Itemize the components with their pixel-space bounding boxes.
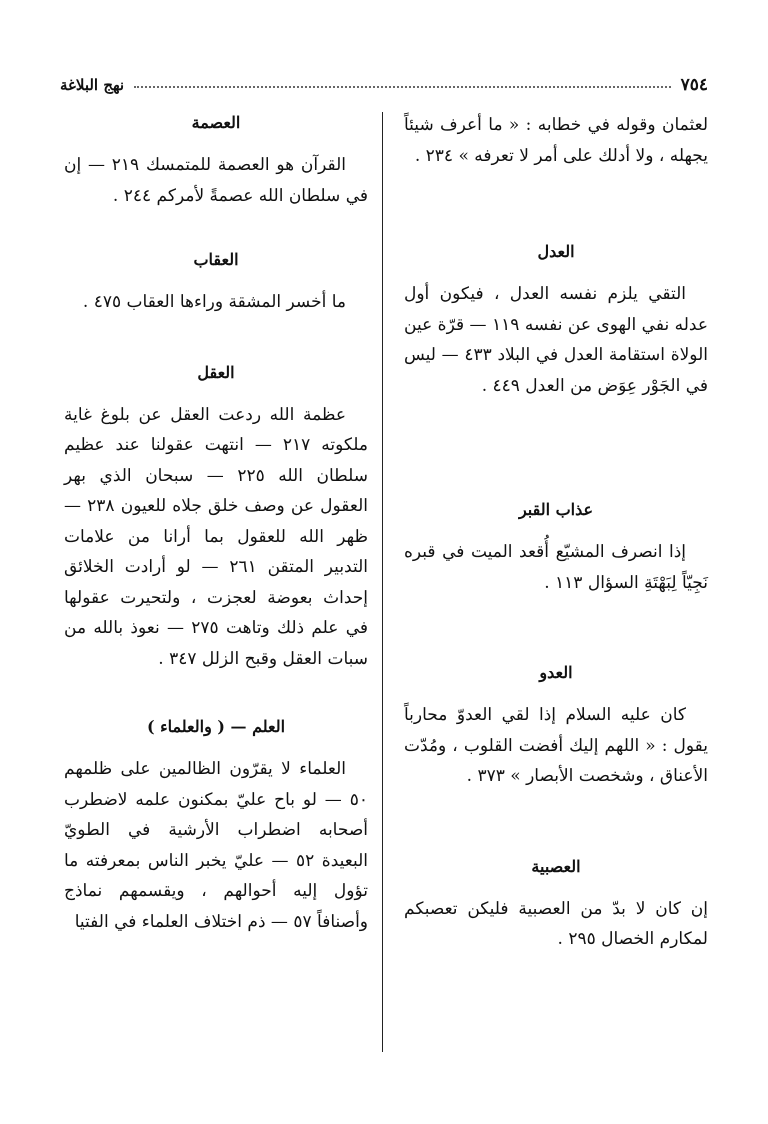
section-body: العلماء لا يقرّون الظالمين على ظلمهم ٥٠ — لو باح عليّ بمكنون علمه لاضطرب أصحابه اضطراب الأرشية في الطويّ البعيدة ٥٢ — عليّ يخبر الناس بمعرفته ما تؤول إليه أحوالهم ، ويقسمهم نماذج وأصنافاً ٥٧ — ذم اختلاف العلماء في الفتيا xyxy=(64,759,368,932)
section-body: إذا انصرف المشيّع أُقعد الميت في قبره نَجِيّاً لِبَهْتَةِ السؤال ١١٣ . xyxy=(404,542,708,593)
section-body: إن كان لا بدّ من العصبية فليكن تعصبكم لمكارم الخصال ٢٩٥ . xyxy=(404,898,708,949)
section-title: العقاب xyxy=(193,250,239,269)
section-body: عظمة الله ردعت العقل عن بلوغ غاية ملكوته ٢١٧ — انتهت عقولنا عند عظيم سلطان الله ٢٢٥ — سبحان الذي بهر العقول عن وصف خلق جلاه للعيون ٢٣٨ — ظهر الله للعقول بما أرانا من علامات التدبير المتقن ٢٦١ — لو أرادت الخلائق إحداث بعوضة لعجزت ، ولتحيرت عقولها في علم ذلك وتاهت ٢٧٥ — نعوذ بالله من سبات العقل وقبح الزلل ٣٤٧ . xyxy=(64,404,369,669)
section-knowledge xyxy=(64,714,368,937)
section-grave-punishment xyxy=(404,497,708,598)
section-infallibility xyxy=(64,110,368,211)
section-title: العدو xyxy=(539,663,573,682)
column-divider xyxy=(382,112,383,1052)
left-column xyxy=(64,110,368,937)
page-number: ٧٥٤ xyxy=(680,75,708,95)
section-body: ما أخسر المشقة وراءها العقاب ٤٧٥ . xyxy=(82,292,346,312)
section-title: العصبية xyxy=(531,856,581,876)
section-justice xyxy=(404,239,708,401)
running-title: نهج البلاغة xyxy=(60,76,125,94)
section-title: العصمة xyxy=(191,113,241,132)
section-tribalism xyxy=(404,854,708,955)
section-title: العقل xyxy=(197,362,235,382)
continued-paragraph: لعثمان وقوله في خطابه : « ما أعرف شيئاً يجهله ، ولا أدلك على أمر لا تعرفه » ٢٣٤ . xyxy=(404,115,708,166)
section-title: العدل xyxy=(537,242,575,261)
section-body: التقي يلزم نفسه العدل ، فيكون أول عدله نفي الهوى عن نفسه ١١٩ — قرّة عين الولاة استقامة العدل في البلاد ٤٣٣ — ليس في الجَوْر عِوَض من العدل ٤٤٩ . xyxy=(404,284,708,396)
section-enemy xyxy=(404,660,708,792)
section-body: كان عليه السلام إذا لقي العدوّ محارباً يقول : « اللهم إليك أفضت القلوب ، ومُدّت الأعناق ، وشخصت الأبصار » ٣٧٣ . xyxy=(404,705,708,786)
section-body: القرآن هو العصمة للمتمسك ٢١٩ — إن في سلطان الله عصمةً لأمركم ٢٤٤ . xyxy=(64,155,368,206)
section-intellect xyxy=(64,360,368,675)
right-column xyxy=(404,110,708,955)
header-dotted-leader xyxy=(134,86,670,88)
section-title: العلم — ( والعلماء ) xyxy=(146,717,286,736)
section-title: عذاب القبر xyxy=(518,500,594,519)
running-header xyxy=(60,72,708,98)
section-punishment xyxy=(64,247,368,318)
